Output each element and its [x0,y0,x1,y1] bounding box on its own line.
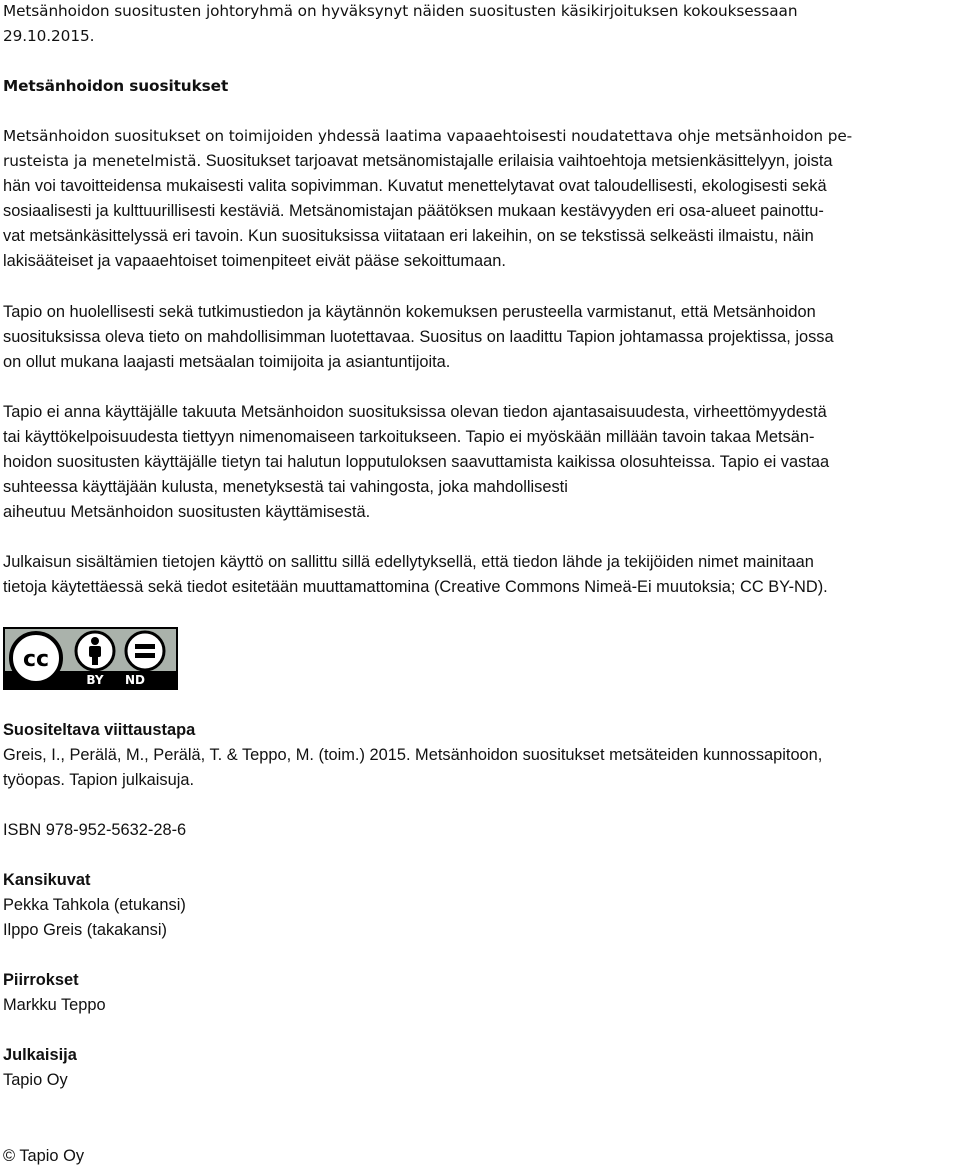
paragraph-line: lakisääteiset ja vapaaehtoiset toimenpiteet eivät pääse sekoittumaan. [3,252,506,270]
reliability-paragraph [3,300,958,375]
approval-line: Metsänhoidon suositusten johtoryhmä on hyväksynyt näiden suositusten käsikirjoituksen kokouksessaan [3,2,798,20]
isbn-block [3,818,958,843]
citation-block [3,718,958,793]
disclaimer-paragraph [3,400,958,525]
badge-by-label: BY [86,673,104,687]
paragraph-line: hän voi tavoitteidensa mukaisesti valita sopivimman. Kuvatut menettelytavat ovat taloudellisesti, ekologisesti sekä [3,177,827,195]
cc-by-nd-license-badge [3,627,178,690]
badge-nd-label: ND [124,673,146,687]
paragraph-line: hoidon suositusten käyttäjälle tietyn tai halutun lopputuloksen saavuttamista kaikissa olosuhteissa. Tapio ei vastaa [3,453,830,471]
paragraph-line: sosiaalisesti ja kulttuurillisesti kestäviä. Metsänomistajan päätöksen mukaan kestävyyden eri osa-alueet painottu- [3,202,824,220]
paragraph-line: Tapio ei anna käyttäjälle takuuta Metsänhoidon suosituksissa olevan tiedon ajantasaisuudesta, virheettömyydestä [3,403,827,421]
paragraph-line: Tapio on huolellisesti sekä tutkimustiedon ja käytännön kokemuksen perusteella varmistanut, että Metsänhoidon [3,303,816,321]
license-paragraph [3,550,958,600]
paragraph-line: tietoja käytettäessä sekä tiedot esitetään muuttamattomina (Creative Commons Nimeä-Ei muutoksia; CC BY-ND). [3,578,828,596]
citation-line: työopas. Tapion julkaisuja. [3,771,195,789]
cover-credit: Ilppo Greis (takakansi) [3,921,167,939]
publisher-block [3,1043,958,1093]
cover-credit: Pekka Tahkola (etukansi) [3,896,186,914]
paragraph-line: Julkaisun sisältämien tietojen käyttö on sallittu sillä edellytyksellä, että tiedon lähde ja tekijöiden nimet mainitaan [3,553,814,571]
section-paragraph [3,124,958,274]
paragraph-line: tai käyttökelpoisuudesta tiettyyn nimenomaiseen tarkoitukseen. Tapio ei myöskään millään tavoin takaa Metsän- [3,428,815,446]
paragraph-line: suhteessa käyttäjään kulusta, menetyksestä tai vahingosta, joka mahdollisesti [3,478,568,496]
paragraph-line: on ollut mukana laajasti metsäalan toimijoita ja asiantuntijoita. [3,353,451,371]
cover-credits [3,868,958,943]
citation-heading: Suositeltava viittaustapa [3,721,196,739]
paragraph-fragment: Suositukset tarjoavat metsänomistajalle erilaisia vaihtoehtoja metsienkäsittelyyn, joista [205,152,833,170]
paragraph-line: suosituksissa oleva tieto on mahdollisimman luotettavaa. Suositus on laadittu Tapion johtamassa projektissa, jossa [3,328,834,346]
drawings-credit: Markku Teppo [3,996,106,1014]
cc-glyph: cc [22,647,50,672]
paragraph-line: Metsänhoidon suositukset on toimijoiden yhdessä laatima vapaaehtoisesti noudatettava ohje metsänhoidon pe- [3,127,853,145]
cc-icon [11,633,61,683]
no-derivatives-icon [126,632,164,670]
section-heading [3,74,958,99]
publisher-heading: Julkaisija [3,1046,77,1064]
cover-heading: Kansikuvat [3,871,91,889]
approval-note [3,0,958,49]
attribution-icon [76,632,114,670]
section-title: Metsänhoidon suositukset [3,77,229,95]
copyright-block [3,1144,958,1169]
publisher-name: Tapio Oy [3,1071,68,1089]
paragraph-fragment: rusteista ja menetelmistä. [3,152,202,170]
isbn: ISBN 978-952-5632-28-6 [3,821,187,839]
copyright-notice: © Tapio Oy [3,1147,85,1165]
paragraph-line: aiheutuu Metsänhoidon suositusten käyttämisestä. [3,503,371,521]
paragraph-line: vat metsänkäsittelyssä eri tavoin. Kun suosituksissa viitataan eri lakeihin, on se tekstissä selkeästi ilmaistu, näin [3,227,814,245]
approval-line: 29.10.2015. [3,27,95,45]
drawings-credits [3,968,958,1018]
citation-line: Greis, I., Perälä, M., Perälä, T. & Teppo, M. (toim.) 2015. Metsänhoidon suositukset metsäteiden kunnossapitoon, [3,746,823,764]
paragraph-line [3,149,958,174]
drawings-heading: Piirrokset [3,971,79,989]
